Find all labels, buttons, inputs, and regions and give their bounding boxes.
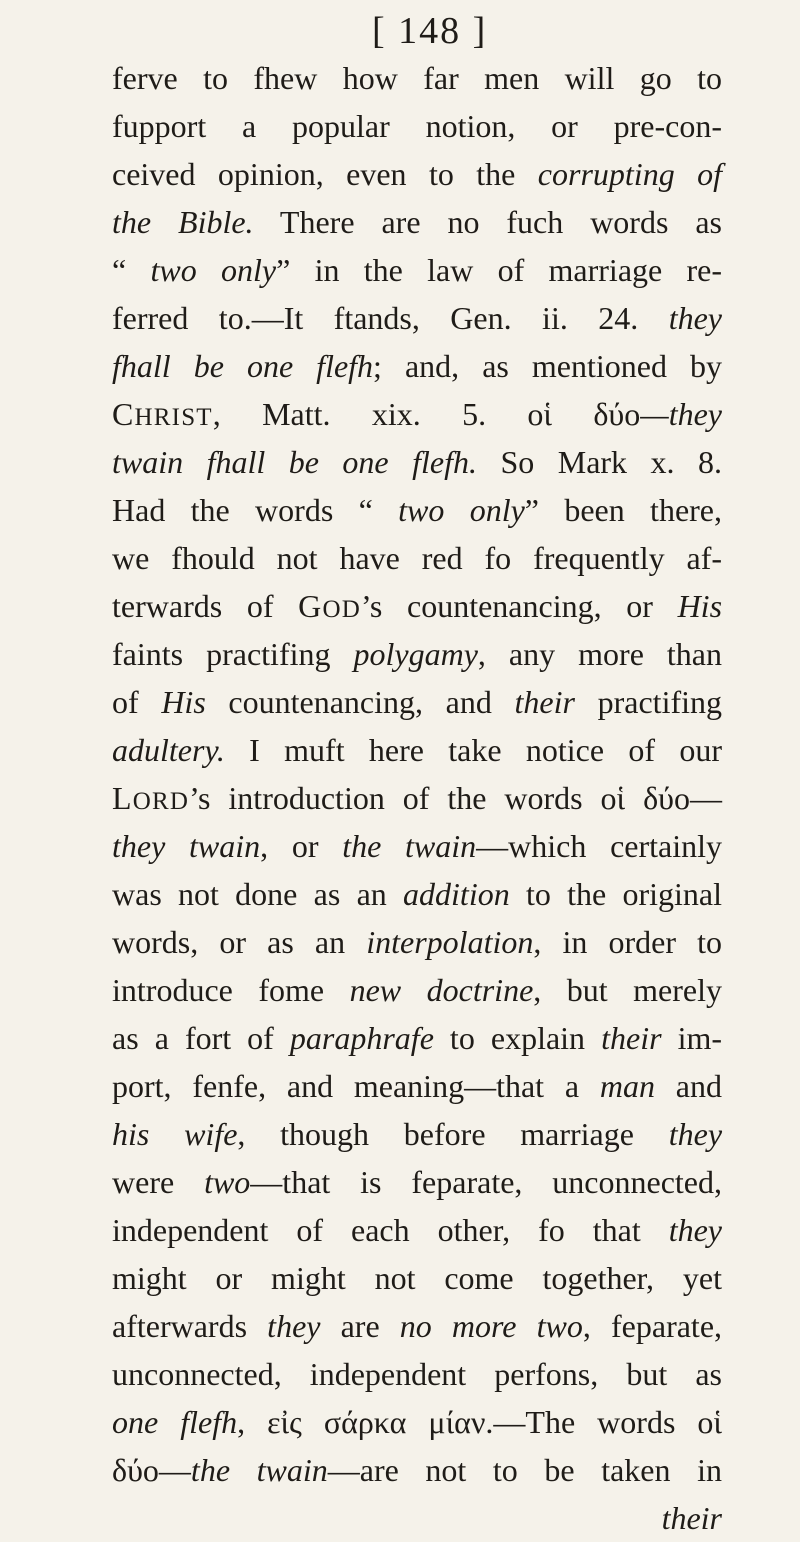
text-line: the Bible. There are no fuch words as [112,204,723,240]
page-number: [ 148 ] [372,10,488,52]
text-line: afterwards they are no more two, feparate, [112,1308,723,1344]
text-line: was not done as an addition to the original [112,876,723,912]
text-line: unconnected, independent perfons, but as [112,1356,722,1392]
text-line: words, or as an interpolation, in order to [112,924,723,960]
text-line: independent of each other, fo that they [112,1212,722,1248]
text-line: terwards of GOD’s countenancing, or His [112,588,723,624]
text-line: Had the words “ two only” been there, [112,492,723,528]
text-line: LORD’s introduction of the words οἱ δύο— [112,780,722,816]
text-line: ceived opinion, even to the corrupting of [112,156,723,192]
body-text [112,54,722,1542]
text-line: twain fhall be one flefh. So Mark x. 8. [112,444,722,480]
text-line: his wife, though before marriage they [112,1116,723,1152]
text-line: were two—that is feparate, unconnected, [112,1164,723,1200]
text-line: fupport a popular notion, or pre-con- [112,108,722,144]
text-line: might or might not come together, yet [112,1260,722,1296]
text-line: δύο—the twain—are not to be taken in [112,1452,723,1488]
text-line: ferve to fhew how far men will go to [112,60,722,96]
text-line: as a fort of paraphrafe to explain their im- [112,1020,723,1056]
text-line: ferred to.—It ftands, Gen. ii. 24. they [112,300,722,336]
text-line: CHRIST, Matt. xix. 5. οἱ δύο—they [112,396,722,432]
text-line: one flefh, εἰς σάρκα μίαν.—The words οἱ [112,1404,723,1440]
text-line: introduce fome new doctrine, but merely [112,972,723,1008]
text-line: their [661,1500,722,1536]
text-line: adultery. I muft here take notice of our [112,732,722,768]
text-line: of His countenancing, and their practifing [112,684,723,720]
text-line: we fhould not have red fo frequently af- [112,540,722,576]
text-line: faints practifing polygamy, any more than [112,636,723,672]
text-line: fhall be one flefh; and, as mentioned by [112,348,722,384]
text-line: “ two only” in the law of marriage re- [112,252,723,288]
text-line: they twain, or the twain—which certainly [112,828,723,864]
text-line: port, fenfe, and meaning—that a man and [112,1068,723,1104]
